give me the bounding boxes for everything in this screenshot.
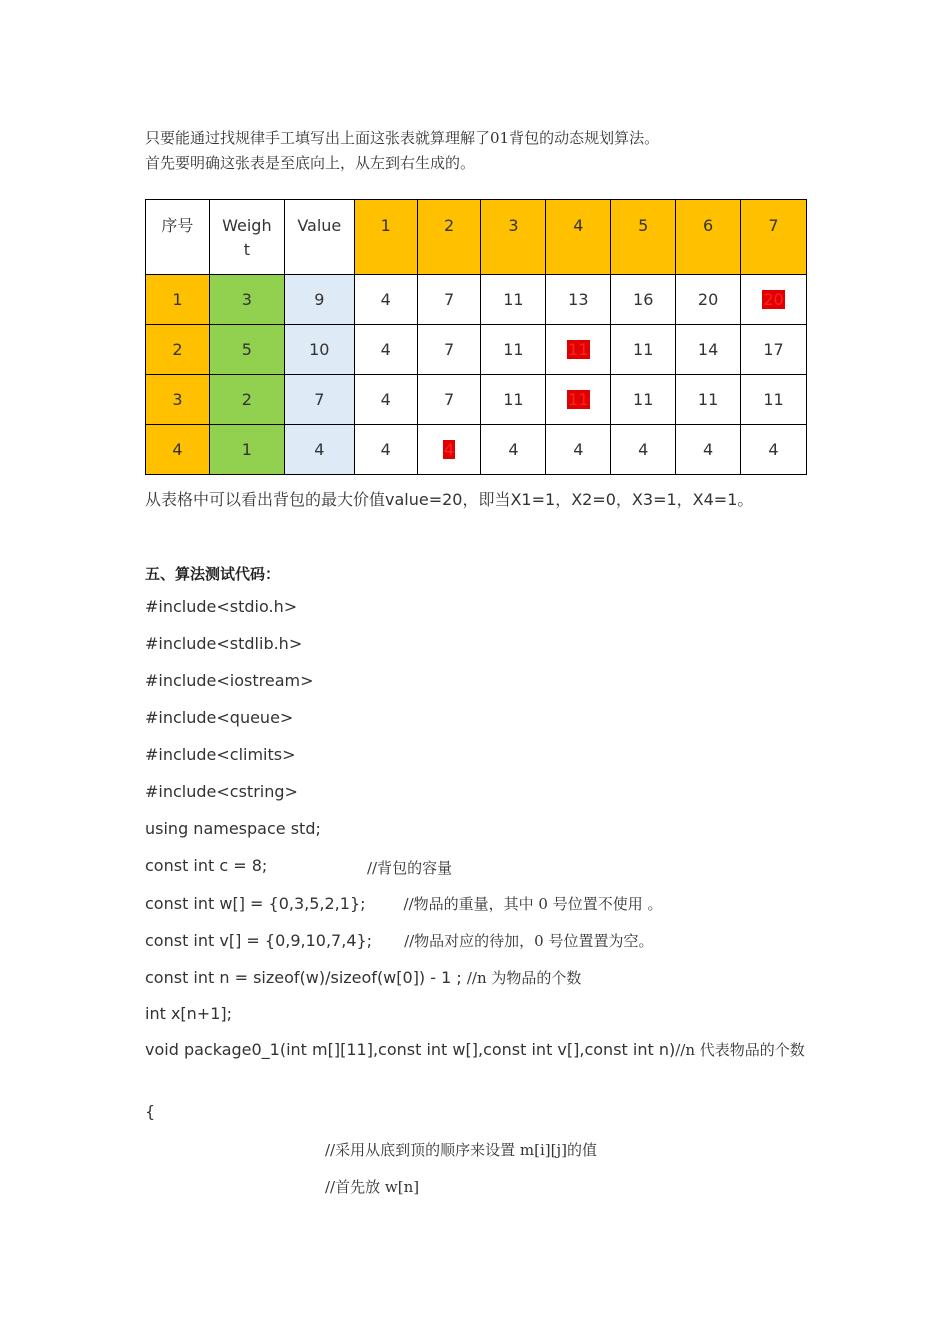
- header-capacity-5: 5: [611, 200, 676, 275]
- cell: 17: [741, 325, 807, 375]
- code-comment: //物品的重量，其中 0 号位置不使用 。: [403, 895, 663, 913]
- dp-table: [145, 199, 807, 475]
- cell: 11: [611, 325, 676, 375]
- table-row: [146, 325, 807, 375]
- cell-weight: 1: [209, 425, 284, 475]
- code-comment: //背包的容量: [367, 859, 453, 877]
- code-line: using namespace std;: [145, 819, 321, 838]
- code-text: const int n = sizeof(w)/sizeof(w[0]) - 1 ;: [145, 968, 467, 987]
- cell-value: 7: [284, 375, 354, 425]
- cell: 4: [741, 425, 807, 475]
- cell-weight: 3: [209, 275, 284, 325]
- cell: 16: [611, 275, 676, 325]
- header-capacity-4: 4: [546, 200, 611, 275]
- cell-highlighted: [546, 325, 611, 375]
- cell: 4: [354, 375, 417, 425]
- cell: 7: [417, 275, 481, 325]
- header-weight-label: Weigh t: [222, 216, 272, 259]
- header-capacity-2: 2: [417, 200, 481, 275]
- cell: 4: [354, 425, 417, 475]
- cell-value: 9: [284, 275, 354, 325]
- code-line: [145, 893, 662, 914]
- cell: 4: [354, 275, 417, 325]
- highlight-mark: 11: [568, 390, 589, 409]
- table-header-row: [146, 200, 807, 275]
- cell-index: 2: [146, 325, 210, 375]
- cell-highlighted: [741, 275, 807, 325]
- intro-line-1: 只要能通过找规律手工填写出上面这张表就算理解了01背包的动态规划算法。: [145, 129, 660, 147]
- cell-value: 4: [284, 425, 354, 475]
- cell: 13: [546, 275, 611, 325]
- cell: 20: [676, 275, 741, 325]
- cell: 4: [546, 425, 611, 475]
- cell: 4: [354, 325, 417, 375]
- header-capacity-7: 7: [741, 200, 807, 275]
- cell-highlighted: [417, 425, 481, 475]
- code-line: [145, 856, 453, 877]
- cell: 7: [417, 325, 481, 375]
- cell-highlighted: [546, 375, 611, 425]
- cell-weight: 5: [209, 325, 284, 375]
- code-comment: //采用从底到顶的顺序来设置 m[i][j]的值: [325, 1141, 597, 1159]
- code-line: #include<iostream>: [145, 671, 314, 690]
- cell: 4: [611, 425, 676, 475]
- code-line: #include<queue>: [145, 708, 294, 727]
- code-line: [145, 930, 654, 951]
- cell: 11: [481, 325, 546, 375]
- cell-index: 1: [146, 275, 210, 325]
- intro-line-2: 首先要明确这张表是至底向上，从左到右生成的。: [145, 154, 476, 172]
- code-text: const int w[] = {0,3,5,2,1};: [145, 894, 366, 913]
- code-line: #include<climits>: [145, 745, 296, 764]
- header-value: Value: [284, 200, 354, 275]
- table-row: [146, 275, 807, 325]
- code-comment: //物品对应的待加，0 号位置置为空。: [404, 932, 654, 950]
- code-line-wrapped: [145, 1037, 807, 1063]
- code-text: const int c = 8;: [145, 856, 268, 875]
- highlight-mark: 11: [568, 340, 589, 359]
- header-weight: [209, 200, 284, 275]
- cell: 11: [611, 375, 676, 425]
- cell-index: 4: [146, 425, 210, 475]
- header-capacity-1: 1: [354, 200, 417, 275]
- table-row: [146, 425, 807, 475]
- cell: 11: [676, 375, 741, 425]
- cell-index: 3: [146, 375, 210, 425]
- cell: 11: [481, 275, 546, 325]
- cell: 11: [741, 375, 807, 425]
- code-text: const int v[] = {0,9,10,7,4};: [145, 931, 373, 950]
- highlight-mark: 4: [443, 440, 455, 459]
- table-row: [146, 375, 807, 425]
- header-index: 序号: [146, 200, 210, 275]
- cell-weight: 2: [209, 375, 284, 425]
- highlight-mark: 20: [763, 290, 784, 309]
- header-capacity-3: 3: [481, 200, 546, 275]
- code-comment: //n 为物品的个数: [466, 969, 582, 987]
- code-text: void package0_1(int m[][11],const int w[],const int v[],const int n): [145, 1040, 676, 1059]
- code-line: [145, 967, 581, 988]
- cell: 11: [481, 375, 546, 425]
- code-line: #include<cstring>: [145, 782, 298, 801]
- cell: 4: [481, 425, 546, 475]
- cell: 14: [676, 325, 741, 375]
- code-comment: //首先放 w[n]: [325, 1178, 420, 1196]
- cell: 4: [676, 425, 741, 475]
- code-line: #include<stdio.h>: [145, 597, 298, 616]
- code-line: {: [145, 1102, 156, 1121]
- code-line: #include<stdlib.h>: [145, 634, 303, 653]
- code-line: int x[n+1];: [145, 1004, 233, 1023]
- header-capacity-6: 6: [676, 200, 741, 275]
- cell-value: 10: [284, 325, 354, 375]
- result-text: 从表格中可以看出背包的最大价值value=20，即当X1=1，X2=0，X3=1，X4=1。: [145, 490, 754, 509]
- code-comment: //n 代表物品的个数: [675, 1041, 805, 1059]
- section-title: 五、算法测试代码：: [145, 565, 281, 583]
- cell: 7: [417, 375, 481, 425]
